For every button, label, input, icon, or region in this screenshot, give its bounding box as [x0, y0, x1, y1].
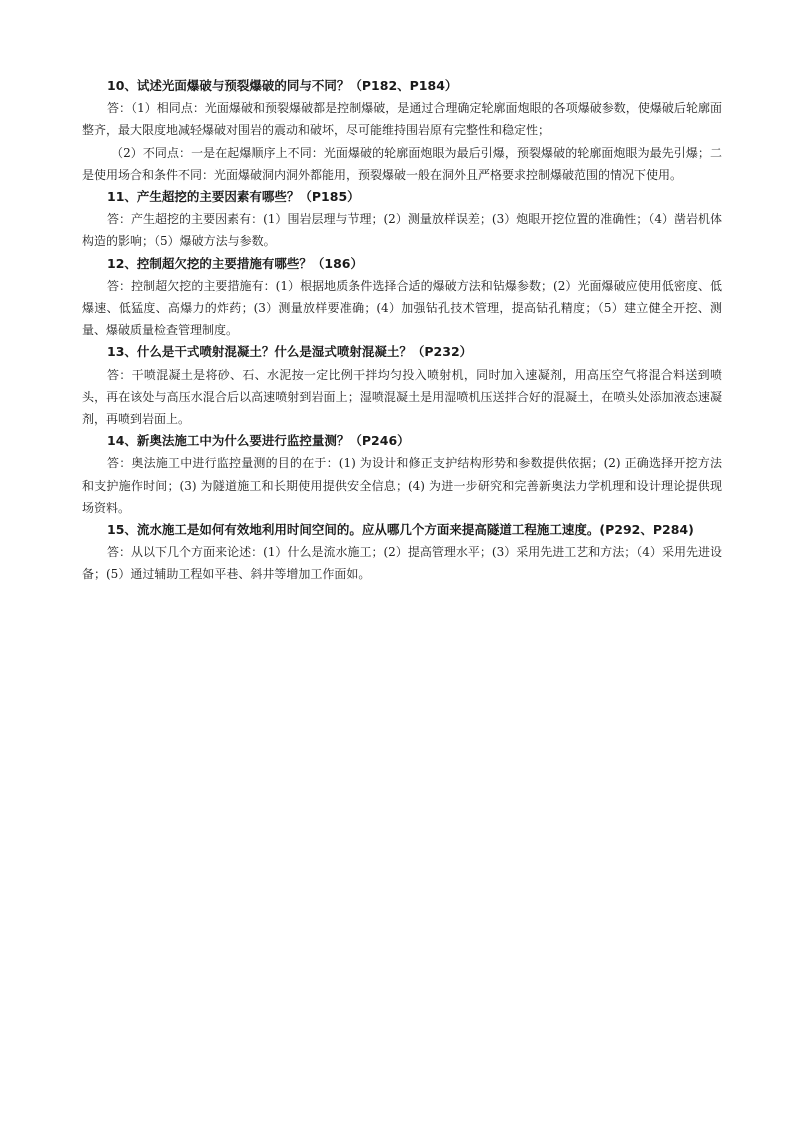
question-15: 15、流水施工是如何有效地利用时间空间的。应从哪几个方面来提高隧道工程施工速度。(P292、P284): [107, 522, 694, 538]
question-11: 11、产生超挖的主要因素有哪些？（P185）: [107, 189, 360, 205]
answer-10-part-1: 答：（1）相同点：光面爆破和预裂爆破都是控制爆破，是通过合理确定轮廓面炮眼的各项爆破参数，使爆破后轮廓面整齐，最大限度地减轻爆破对围岩的震动和破坏，尽可能维持围岩原有完整性和稳定性；: [82, 101, 722, 138]
answer-10-part-2: （2）不同点：一是在起爆顺序上不同：光面爆破的轮廓面炮眼为最后引爆，预裂爆破的轮廓面炮眼为最先引爆；二是使用场合和条件不同：光面爆破洞内洞外都能用，预裂爆破一般在洞外且严格要求控制爆破范围的情况下使用。: [82, 145, 722, 182]
question-10: 10、试述光面爆破与预裂爆破的同与不同？（P182、P184）: [107, 78, 458, 93]
question-12: 12、控制超欠挖的主要措施有哪些？（186）: [107, 255, 363, 271]
answer-14: 答：奥法施工中进行监控量测的目的在于：(1) 为设计和修正支护结构形势和参数提供依据；(2) 正确选择开挖方法和支护施作时间；(3) 为隧道施工和长期使用提供安全信息；(4) 为进一步研究和完善新奥法力学机理和设计理论提供现场资料。: [82, 456, 722, 515]
answer-12: 答：控制超欠挖的主要措施有：(1）根据地质条件选择合适的爆破方法和钻爆参数；(2）光面爆破应使用低密度、低爆速、低猛度、高爆力的炸药；(3）测量放样要准确；(4）加强钻孔技术管理，提高钻孔精度；（5）建立健全开挖、测量、爆破质量检查管理制度。: [82, 278, 722, 338]
question-13: 13、什么是干式喷射混凝土？什么是湿式喷射混凝土？（P232）: [107, 344, 473, 360]
answer-13: 答：干喷混凝土是将砂、石、水泥按一定比例干拌均匀投入喷射机，同时加入速凝剂，用高压空气将混合料送到喷头，再在该处与高压水混合后以高速喷射到岩面上；湿喷混凝土是用湿喷机压送拌合好的混凝土，在喷头处添加液态速凝剂，再喷到岩面上。: [82, 367, 722, 427]
question-14: 14、新奥法施工中为什么要进行监控量测？（P246）: [107, 433, 410, 449]
answer-11: 答：产生超挖的主要因素有：(1）围岩层理与节理；(2）测量放样误差；(3）炮眼开挖位置的准确性；（4）凿岩机体构造的影响；（5）爆破方法与参数。: [82, 212, 722, 249]
document-page: [82, 75, 722, 586]
answer-15: 答：从以下几个方面来论述：(1）什么是流水施工；(2）提高管理水平；(3）采用先进工艺和方法；（4）采用先进设备；(5）通过辅助工程如平巷、斜井等增加工作面如。: [82, 545, 722, 582]
